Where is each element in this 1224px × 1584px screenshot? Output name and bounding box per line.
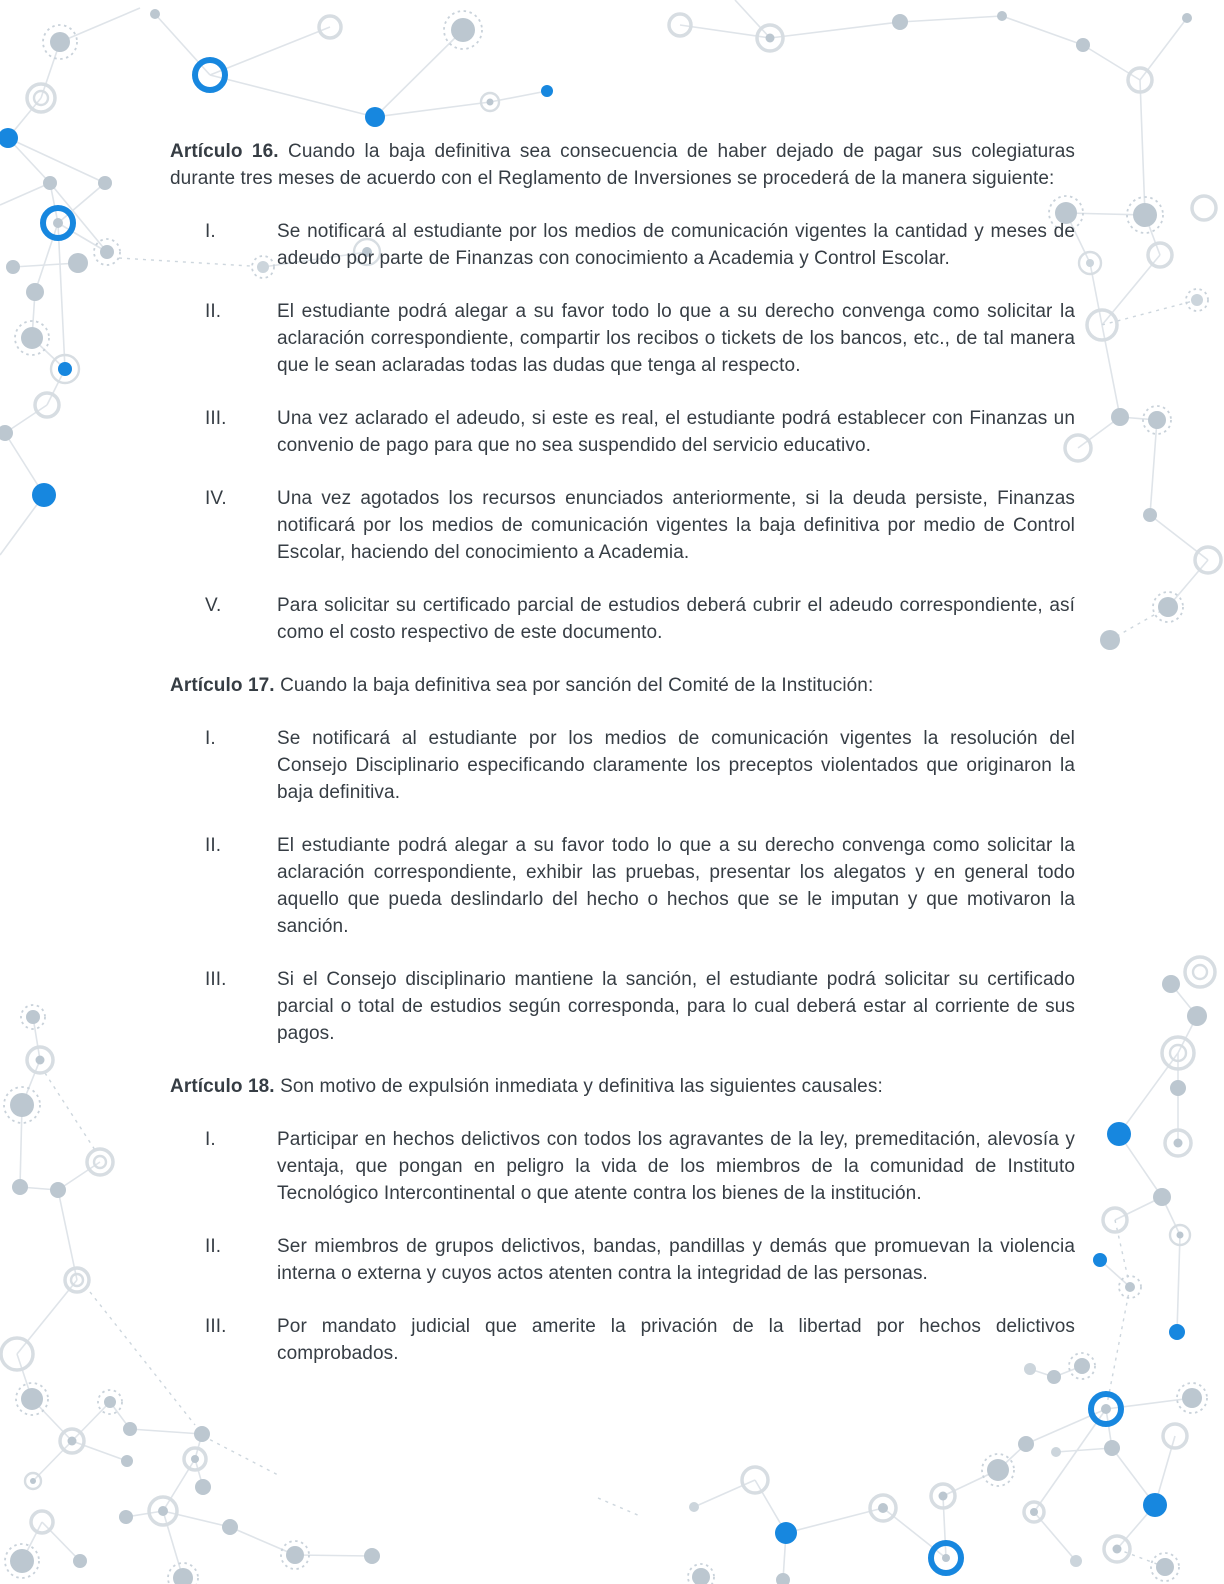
list-item [170,966,1075,1047]
item-text: El estudiante podrá alegar a su favor todo lo que a su derecho convenga como solicitar la aclaración correspondiente, exhibir las pruebas, presentar los alegatos y en general todo aquello que pueda deslindarlo del hecho o hechos que se le imputan y que motivaron la sanción. [277,835,1075,937]
article-16-section [170,138,1075,646]
list-item [170,1126,1075,1207]
list-item [170,485,1075,566]
list-item [170,1313,1075,1367]
article-18-paragraph [170,1073,1075,1100]
item-numeral: III. [205,1316,227,1337]
blue-dot-node [365,107,385,127]
item-text: Una vez aclarado el adeudo, si este es real, el estudiante podrá establecer con Finanzas un convenio de pago para que no sea suspendido del servicio educativo. [277,408,1075,456]
item-text: Se notificará al estudiante por los medios de comunicación vigentes la cantidad y meses de adeudo por parte de Finanzas con conocimiento a Academia y Control Escolar. [277,221,1075,269]
list-item [170,832,1075,940]
item-numeral: V. [205,595,222,616]
list-item [170,218,1075,272]
blue-dot-node [1107,1122,1131,1146]
item-numeral: III. [205,408,227,429]
item-numeral: IV. [205,488,227,509]
item-text: Por mandato judicial que amerite la privación de la libertad por hechos delictivos comprobados. [277,1316,1075,1364]
item-numeral: II. [205,301,222,322]
list-item [170,405,1075,459]
list-item [170,1233,1075,1287]
item-text: Una vez agotados los recursos enunciados anteriormente, si la deuda persiste, Finanzas notificará por los medios de comunicación vigentes la baja definitiva por medio de Control Escolar, haciendo del conocimiento a Academia. [277,488,1075,563]
item-numeral: II. [205,1236,222,1257]
item-text: Participar en hechos delictivos con todos los agravantes de la ley, premeditación, alevosía y ventaja, que pongan en peligro la vida de los miembros de la comunidad de Instituto Tecnológico Intercontinental o que atente contra los bienes de la institución. [277,1129,1075,1204]
item-text: Ser miembros de grupos delictivos, bandas, pandillas y demás que promuevan la violencia interna o externa y cuyos actos atenten contra la integridad de las personas. [277,1236,1075,1284]
article-17-heading: Artículo 17. [170,675,275,696]
blue-dot-node [1143,1493,1167,1517]
item-text: Si el Consejo disciplinario mantiene la sanción, el estudiante podrá solicitar su certificado parcial o total de estudios según corresponda, para lo cual deberá estar al corriente de sus pagos. [277,969,1075,1044]
item-text: Para solicitar su certificado parcial de estudios deberá cubrir el adeudo correspondiente, así como el costo respectivo de este documento. [277,595,1075,643]
article-16-intro-text: Cuando la baja definitiva sea consecuencia de haber dejado de pagar sus colegiaturas durante tres meses de acuerdo con el Reglamento de Inversiones se procederá de la manera siguiente: [170,141,1075,189]
list-item [170,725,1075,806]
article-18-intro-text: Son motivo de expulsión inmediata y definitiva las siguientes causales: [280,1076,883,1097]
item-numeral: II. [205,835,222,856]
item-numeral: I. [205,728,216,749]
article-16-heading: Artículo 16. [170,141,279,162]
list-item [170,298,1075,379]
item-numeral: I. [205,221,216,242]
article-17-section [170,672,1075,1047]
list-item [170,592,1075,646]
blue-dot-node [775,1522,797,1544]
article-16-paragraph [170,138,1075,192]
item-numeral: I. [205,1129,216,1150]
article-17-intro-text: Cuando la baja definitiva sea por sanción del Comité de la Institución: [280,675,874,696]
item-numeral: III. [205,969,227,990]
article-18-section [170,1073,1075,1367]
article-18-heading: Artículo 18. [170,1076,275,1097]
item-text: Se notificará al estudiante por los medios de comunicación vigentes la resolución del Consejo Disciplinario especificando claramente los preceptos violentados que originaron la baja definitiva. [277,728,1075,803]
item-text: El estudiante podrá alegar a su favor todo lo que a su derecho convenga como solicitar la aclaración correspondiente, compartir los recibos o tickets de los bancos, etc., de tal manera que le sean aclaradas todas las dudas que tenga al respecto. [277,301,1075,376]
document-content [170,138,1075,1393]
article-17-paragraph [170,672,1075,699]
